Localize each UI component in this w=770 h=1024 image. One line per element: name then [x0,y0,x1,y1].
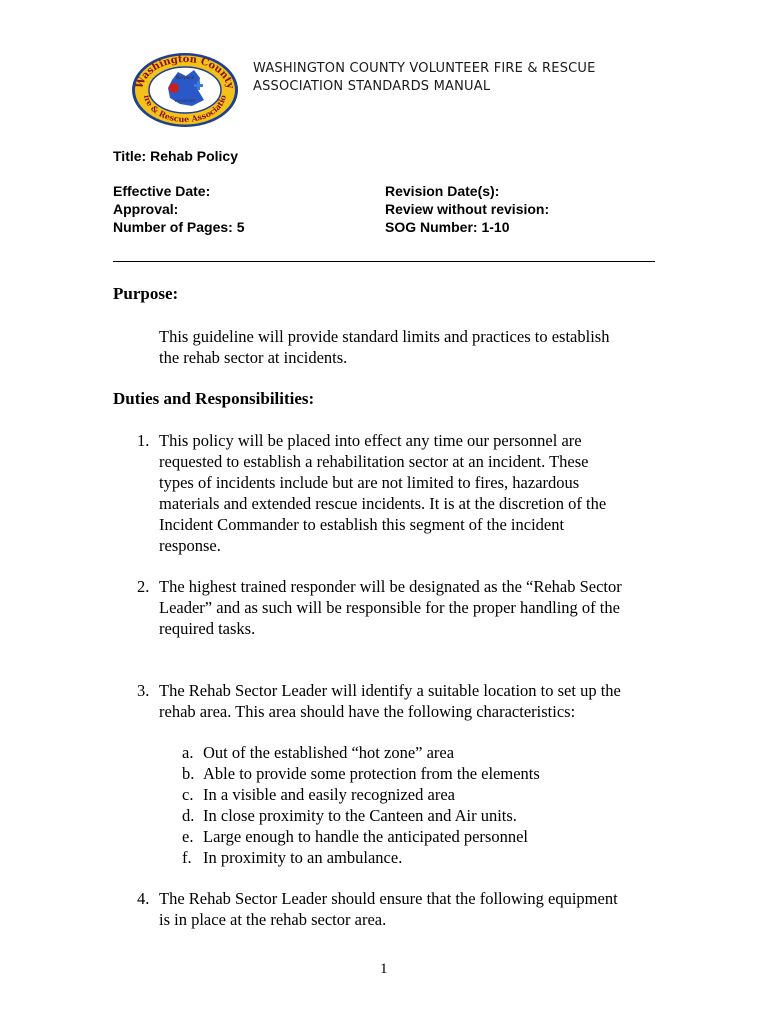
item-line: materials and extended rescue incidents. It is at the discretion of the [159,494,607,513]
meta-right-column [385,182,549,236]
item-number: 4. [137,889,150,908]
revision-dates-label: Revision Date(s): [385,183,500,199]
svg-text:VOLUNTEER: VOLUNTEER [174,99,196,103]
purpose-heading: Purpose: [113,284,179,303]
sog-number-label: SOG Number: 1-10 [385,219,510,235]
meta-left-column [113,182,244,236]
duties-heading: Duties and Responsibilities: [113,389,315,408]
review-without-revision-label: Review without revision: [385,201,550,217]
header-divider [113,261,655,262]
sub-item-letter: b. [182,764,195,783]
sub-item-text: In close proximity to the Canteen and Air units. [203,806,517,825]
svg-text:Fire & Rescue Association: ire & Rescue Associatio [142,93,229,125]
document-title: Title: Rehab Policy [113,148,238,164]
item-line: The highest trained responder will be designated as the “Rehab Sector [159,577,622,596]
item-number: 1. [137,431,150,450]
item-number: 2. [137,577,150,596]
svg-text:Washington County: Washington County [134,53,236,91]
agency-line-2: ASSOCIATION STANDARDS MANUAL [253,79,491,94]
sub-item-letter: e. [182,827,194,846]
svg-text:Maryland: Maryland [175,75,195,80]
sub-item-letter: c. [182,785,194,804]
item-line: The Rehab Sector Leader will identify a suitable location to set up the [159,681,621,700]
item-line: Incident Commander to establish this segment of the incident [159,515,565,534]
approval-label: Approval: [113,201,179,217]
sub-item-letter: f. [182,848,192,867]
item-line: response. [159,536,221,555]
number-of-pages-label: Number of Pages: 5 [113,219,245,235]
item-line: requested to establish a rehabilitation sector at an incident. These [159,452,589,471]
sub-item-text: In proximity to an ambulance. [203,848,403,867]
item-line: The Rehab Sector Leader should ensure that the following equipment [159,889,618,908]
item-line: is in place at the rehab sector area. [159,910,387,929]
item-line: Leader” and as such will be responsible for the proper handling of the [159,598,620,617]
purpose-line: This guideline will provide standard limits and practices to establish [159,327,610,346]
item-line: types of incidents include but are not limited to fires, hazardous [159,473,580,492]
effective-date-label: Effective Date: [113,183,211,199]
item-line: This policy will be placed into effect any time our personnel are [159,431,582,450]
item-line: rehab area. This area should have the following characteristics: [159,702,576,721]
association-seal-logo [128,50,242,130]
purpose-line: the rehab sector at incidents. [159,348,348,367]
item-line: required tasks. [159,619,256,638]
sub-item-text: Out of the established “hot zone” area [203,743,455,762]
page-number: 1 [380,961,388,977]
purpose-paragraph [159,326,609,368]
sub-item-text: Large enough to handle the anticipated personnel [203,827,528,846]
sub-item-letter: d. [182,806,195,825]
agency-line-1: WASHINGTON COUNTY VOLUNTEER FIRE & RESCUE [253,61,596,76]
sub-item-letter: a. [182,743,194,762]
item-number: 3. [137,681,150,700]
agency-header [253,60,596,96]
sub-item-text: In a visible and easily recognized area [203,785,455,804]
sub-item-text: Able to provide some protection from the elements [203,764,540,783]
